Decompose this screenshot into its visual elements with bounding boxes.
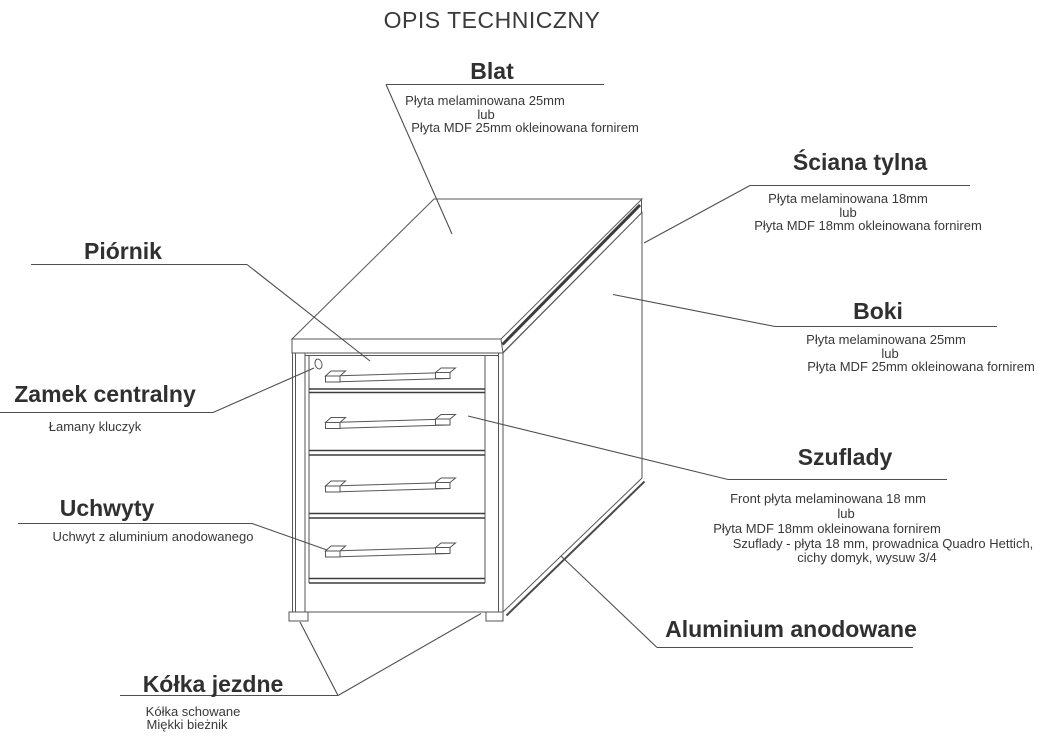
label-uchwyty-desc-1: Uchwyt z aluminium anodowanego — [52, 529, 254, 544]
label-zamek-centralny: Zamek centralny — [14, 381, 196, 407]
label-szuflady-desc-5: cichy domyk, wysuw 3/4 — [797, 550, 937, 565]
label-zamek-desc-1: Łamany kluczyk — [48, 419, 142, 434]
worktop-front-edge — [292, 339, 503, 353]
label-szuflady-desc-2: lub — [837, 506, 855, 521]
label-blat-desc-3: Płyta MDF 25mm okleinowana fornirem — [411, 120, 639, 135]
right-castor-foot — [486, 612, 503, 621]
left-castor-foot — [289, 612, 308, 621]
label-piornik: Piórnik — [84, 238, 162, 264]
leader-aluminium — [561, 556, 657, 648]
label-blat: Blat — [470, 58, 514, 84]
label-boki-desc-1: Płyta melaminowana 25mm — [806, 332, 966, 347]
label-kolka-desc-2: Miękki bieżnik — [146, 716, 228, 732]
leader-kolka-left — [300, 622, 338, 696]
label-szuflady-desc-1: Front płyta melaminowana 18 mm — [730, 491, 926, 506]
label-kolka-desc-1: Kółka schowane — [145, 704, 241, 719]
label-blat-desc-1: Płyta melaminowana 25mm — [405, 93, 565, 108]
label-sciana-desc-2: lub — [839, 204, 857, 220]
leader-kolka-right — [338, 614, 481, 696]
label-sciana-tylna: Ściana tylna — [792, 149, 928, 175]
label-szuflady: Szuflady — [797, 444, 893, 470]
label-sciana-desc-1: Płyta melaminowana 18mm — [768, 191, 928, 206]
page-title: OPIS TECHNICZNY — [383, 7, 601, 33]
leader-sciana — [644, 186, 750, 244]
label-boki-desc-2: lub — [881, 345, 899, 361]
label-blat-desc-2: lub — [477, 106, 495, 122]
label-aluminium-anodowane: Aluminium anodowane — [665, 616, 917, 642]
label-sciana-desc-3: Płyta MDF 18mm okleinowana fornirem — [754, 218, 982, 233]
label-boki: Boki — [853, 298, 903, 324]
label-boki-desc-3: Płyta MDF 25mm okleinowana fornirem — [807, 359, 1035, 374]
label-kolka-jezdne: Kółka jezdne — [142, 671, 284, 697]
label-szuflady-desc-4: Szuflady - płyta 18 mm, prowadnica Quadro Hettich, — [732, 536, 1034, 551]
label-szuflady-desc-3: Płyta MDF 18mm okleinowana fornirem — [713, 521, 941, 536]
label-uchwyty: Uchwyty — [59, 495, 155, 521]
